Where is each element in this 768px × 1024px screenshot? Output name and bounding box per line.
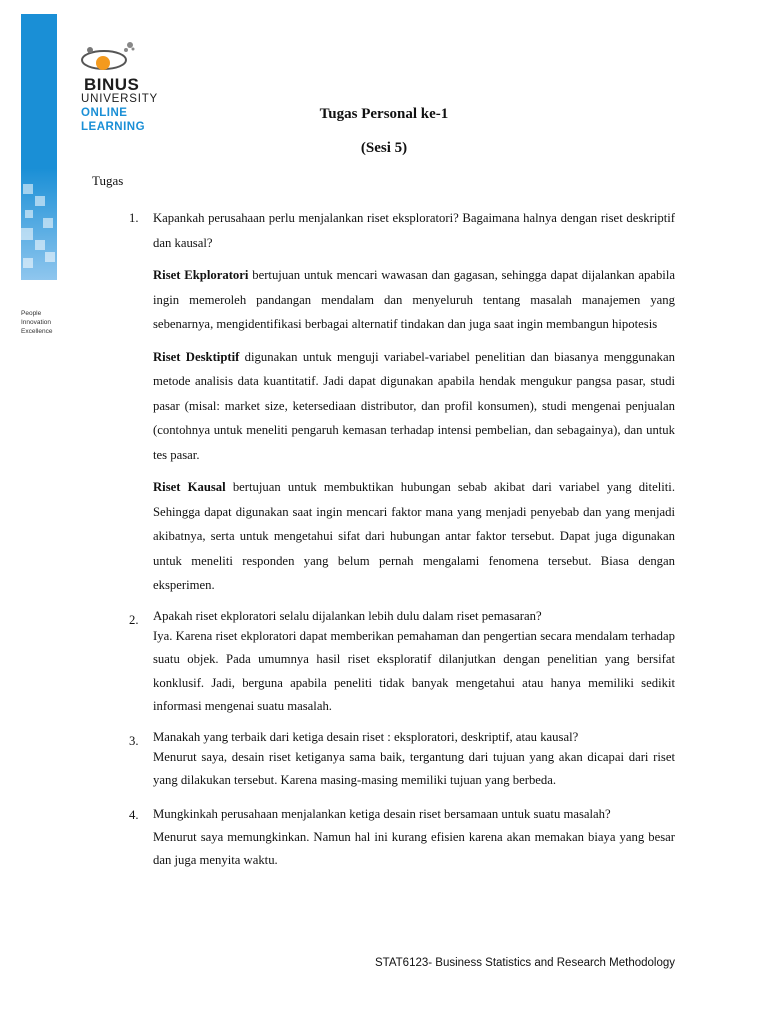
section-heading: Tugas xyxy=(92,173,124,188)
answer-paragraph xyxy=(153,345,675,468)
question-text: Mungkinkah perusahaan menjalankan ketiga desain riset bersamaan untuk suatu masalah? xyxy=(153,806,611,821)
item-number: 1. xyxy=(129,211,139,225)
question-text: Apakah riset ekploratori selalu dijalankan lebih dulu dalam riset pemasaran? xyxy=(153,608,542,623)
tagline-line: Excellence xyxy=(21,328,53,335)
answer-text: Menurut saya, desain riset ketiganya sama baik, tergantung dari tujuan yang akan dicapai dari riset yang dilakukan tersebut. Karena masing-masing memiliki tujuan yang berbeda. xyxy=(153,749,675,787)
question-text: Manakah yang terbaik dari ketiga desain riset : eksploratori, deskriptif, atau kausal? xyxy=(153,729,579,744)
page-footer: STAT6123- Business Statistics and Research Methodology xyxy=(375,957,675,969)
tagline-line: People xyxy=(21,310,42,317)
answer-paragraph xyxy=(153,263,675,337)
answer-text: Iya. Karena riset ekploratori dapat memberikan pemahaman dan pengertian secara mendalam terhadap suatu objek. Pada umumnya hasil riset eksploratif dilanjutkan dengan penelitian yang bersifat konklusif. Jadi, berguna apabila peneliti tidak banyak mengetahui atau hanya memiliki sedikit informasi mengenai suatu masalah. xyxy=(153,628,675,713)
brand-tagline xyxy=(21,309,52,336)
task-list xyxy=(127,206,675,883)
logo-orbit-icon xyxy=(80,38,190,78)
answer-paragraph xyxy=(153,475,675,598)
page-subtitle: (Sesi 5) xyxy=(360,140,408,156)
term-label: Riset Desktiptif xyxy=(153,349,240,364)
term-description: bertujuan untuk mencari wawasan dan gagasan, sehingga dapat dijalankan apabila ingin memeroleh pandangan mendalam dan menyeluruh tentang masalah manajemen yang sebenarnya, mengidentifikasi berbagai alternatif tindakan dan juga saat ingin membangun hipotesis xyxy=(153,268,675,331)
term-description: digunakan untuk menguji variabel-variabel penelitian dan biasanya menggunakan metode analisis data kuantitatif. Jadi dapat digunakan apabila hendak mengukur pangsa pasar, studi pasar (misal: market size, ketersediaan distributor, dan profil konsumen), studi mengenai penjualan (contohnya untuk meneliti pengaruh kemasan terhadap intensi pembelian, dan sebagainya), dan untuk tes pasar. xyxy=(153,349,675,462)
item-number: 2. xyxy=(129,612,139,627)
logo-wordmark: BINUS xyxy=(84,75,140,94)
logo-university: UNIVERSITY xyxy=(81,93,159,105)
list-item xyxy=(127,729,675,793)
item-number: 4. xyxy=(129,807,139,822)
term-label: Riset Ekploratori xyxy=(153,268,249,282)
list-item xyxy=(127,608,675,719)
list-item xyxy=(127,206,675,598)
list-item xyxy=(127,803,675,873)
item-number: 3. xyxy=(129,733,139,748)
logo-online: ONLINE xyxy=(81,107,128,119)
logo-learning: LEARNING xyxy=(81,121,146,133)
tagline-line: Innovation xyxy=(21,319,51,326)
answer-text: Menurut saya memungkinkan. Namun hal ini kurang efisien karena akan memakan biaya yang besar dan juga menyita waktu. xyxy=(153,829,675,867)
term-label: Riset Kausal xyxy=(153,480,226,494)
term-description: bertujuan untuk membuktikan hubungan sebab akibat dari variabel yang diteliti. Sehingga dapat digunakan saat ingin mencari faktor mana yang menjadi penyebab dan yang menjadi akibatnya, serta untuk mengetahui sifat dari hubungan antar faktor tersebut. Dapat juga digunakan untuk meneliti responden yang belum pernah mengalami fenomena tersebut. Biasa dengan eksperimen. xyxy=(153,480,675,592)
page-title: Tugas Personal ke-1 xyxy=(319,106,449,122)
question-text: Kapankah perusahaan perlu menjalankan riset eksploratori? Bagaimana halnya dengan riset deskriptif dan kausal? xyxy=(153,211,675,250)
